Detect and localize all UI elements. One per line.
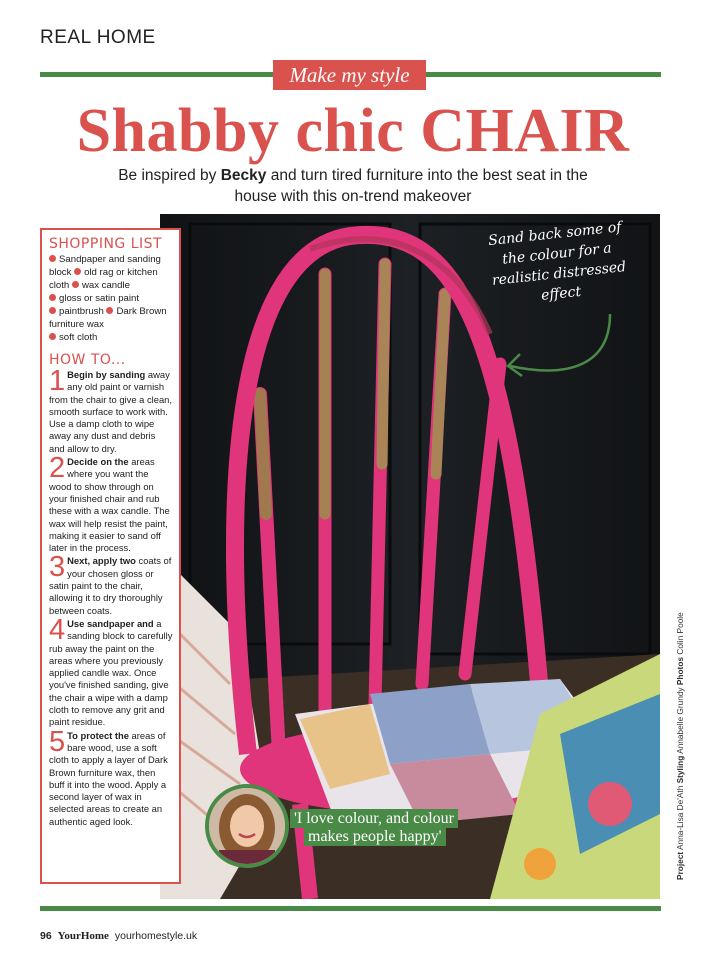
shopping-item [49, 293, 139, 304]
step-text: away any old paint or varnish from the chair to give a clean, smooth surface to work with. Use a damp cloth to wipe away any dust and debris and allow to dry. [49, 369, 172, 454]
shopping-item-text: gloss or satin paint [59, 293, 139, 304]
standfirst [100, 165, 606, 207]
credit-name: Anna-Lisa De'Ath [675, 785, 685, 850]
credit-label: Photos [675, 656, 685, 686]
bullet-icon [49, 294, 56, 301]
credits-text [675, 612, 685, 880]
shopping-item-text: old rag or kitchen cloth [49, 267, 158, 291]
shopping-item [72, 280, 130, 291]
step-number: 1 [49, 365, 66, 397]
credit-label: Styling [675, 755, 685, 784]
step-text: areas of bare wood, use a soft cloth to apply a layer of Dark Brown furniture wax, then buff it into the wood. Apply a second layer of wax in selected areas to create an authentic aged look. [49, 729, 168, 827]
photo-credits [675, 612, 689, 880]
how-to-step [49, 365, 173, 455]
standfirst-intro: Be inspired by [118, 167, 221, 184]
portrait-illustration [209, 788, 285, 864]
standfirst-rest: and turn tired furniture into the best seat in the house with this on-trend makeover [234, 167, 588, 205]
shopping-item-text: soft cloth [59, 332, 98, 343]
shopping-item-text: wax candle [81, 280, 130, 291]
footer-url: yourhomestyle.uk [114, 930, 198, 942]
pull-quote [290, 810, 458, 846]
step-number: 4 [49, 613, 66, 646]
shopping-item [49, 332, 97, 343]
bullet-icon [49, 307, 56, 314]
step-text: a sanding block to carefully rub away the paint on the areas where you previously applied candle wax. Once you've finished sanding, give the chair a wipe with a damp cloth to remove any grit and paint residue. [49, 617, 173, 728]
step-lead: To protect the [67, 729, 129, 741]
shopping-item [49, 306, 104, 317]
how-to-step [49, 551, 173, 616]
bottom-rule [40, 906, 661, 911]
section-label: REAL HOME [40, 27, 156, 48]
quote-line-1: 'I love colour, and colour [290, 809, 458, 828]
standfirst-name: Becky [220, 167, 267, 184]
how-to-title: HOW TO... [49, 352, 126, 368]
shopping-item-text: Sandpaper and sanding block [49, 254, 161, 278]
credit-name: Annabelle Grundy [675, 687, 685, 754]
step-number: 2 [49, 452, 66, 485]
bullet-icon [49, 255, 56, 262]
step-lead: Use sandpaper and [67, 617, 154, 629]
bullet-icon [72, 281, 79, 288]
how-to-step [49, 452, 173, 554]
footer [40, 930, 197, 942]
step-lead: Decide on the [67, 456, 129, 468]
step-lead: Begin by sanding [67, 369, 146, 380]
shopping-list-title: SHOPPING LIST [49, 236, 163, 252]
bullet-icon [74, 268, 81, 275]
credit-label: Project [675, 851, 685, 880]
step-lead: Next, apply two [67, 555, 136, 567]
shopping-list-panel [40, 228, 181, 884]
page-number: 96 [40, 930, 52, 942]
step-text: coats of your chosen gloss or satin paint to the chair, allowing it to dry thoroughly between coats. [49, 555, 172, 616]
shopping-item-text: paintbrush [59, 306, 104, 317]
step-number: 3 [49, 551, 66, 584]
bullet-icon [106, 307, 113, 314]
photo-callout: Sand back some of the colour for a realistic distressed effect [487, 219, 627, 304]
step-text: areas where you want the wood to show through on your finished chair and rub these with a wax candle. The wax will help resist the paint, making it easier to sand off later in the process. [49, 456, 170, 554]
shopping-list [49, 253, 173, 344]
headline: Shabby chic CHAIR [76, 97, 630, 165]
quote-line-2: makes people happy' [304, 827, 446, 846]
step-number: 5 [49, 725, 66, 758]
how-to-step [49, 725, 173, 828]
how-to-step [49, 613, 173, 729]
avatar [205, 784, 289, 868]
bullet-icon [49, 333, 56, 340]
magazine-logo: YourHome [57, 930, 109, 942]
credit-name: Colin Poole [675, 612, 685, 655]
shopping-item-text: Dark Brown furniture wax [49, 306, 167, 330]
kicker-tag: Make my style [273, 60, 426, 90]
